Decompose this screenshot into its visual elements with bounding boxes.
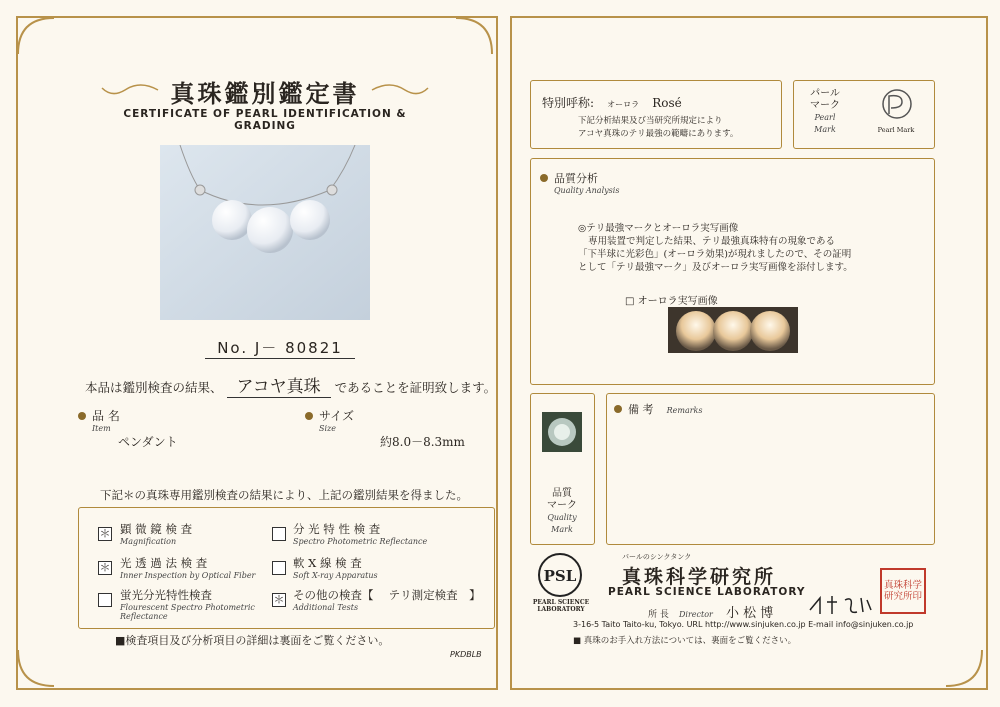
test-5-jp: 軟 X 線 検 査 (293, 556, 362, 570)
pearl-mark-label (800, 88, 850, 136)
pearl-mark-en2: Mark (814, 125, 836, 134)
psl-sub-1: PEARL SCIENCE (532, 599, 590, 606)
tests-intro: 下記＊の真珠専用鑑別検査の結果により、上記の鑑別結果を得ました。 (100, 488, 468, 502)
test-5 (293, 555, 378, 580)
lab-tagline: パールのシンクタンク (622, 553, 692, 561)
qa-en: Quality Analysis (554, 186, 620, 195)
qa-line-3: 「下半球に光彩色」(オーロラ効果)が現れましたので、その証明 (578, 249, 852, 260)
director-jp: 所 長 (648, 610, 669, 620)
test-check-5 (272, 561, 286, 575)
test-check-1: ＊ (99, 527, 111, 540)
psl-logo-text: PSL (543, 567, 577, 585)
pearl-type: アコヤ真珠 (227, 377, 331, 398)
test-6 (293, 587, 481, 612)
certificate-number: No. J－ 80821 (205, 337, 355, 359)
test-2-en: Inner Inspection by Optical Fiber (120, 571, 256, 580)
test-1 (120, 521, 192, 546)
statement-suffix: であることを証明致します。 (334, 380, 497, 395)
remarks-jp: 備 考 (628, 403, 654, 416)
care-note: ■ 真珠のお手入れ方法については、裏面をご覧ください。 (573, 636, 797, 646)
test-3 (120, 587, 260, 621)
psl-sub (522, 599, 600, 613)
director-name: 小 松 博 (725, 606, 774, 621)
bullet-icon (614, 405, 622, 413)
pearl-mark-jp1: パール (810, 88, 840, 99)
remarks-en: Remarks (666, 406, 703, 415)
title-flourish-left (100, 80, 160, 100)
lab-seal-text: 真珠科学研究所印 (884, 580, 923, 602)
director-signature (805, 592, 875, 618)
size-label-en: Size (319, 424, 336, 433)
psl-logo-icon (537, 552, 583, 598)
special-name-value: Rosé (652, 96, 682, 110)
quality-mark-jp1: 品質 (552, 488, 572, 499)
corner-ornament-tl (16, 16, 56, 56)
test-4 (293, 521, 427, 546)
quality-mark-en2: Mark (551, 525, 573, 534)
aurora-photo (668, 307, 798, 353)
qa-line-2: 専用装置で判定した結果、テリ最強真珠特有の現象である (588, 236, 836, 247)
test-6-en: Additional Tests (293, 603, 359, 612)
size-label-jp: サイズ (319, 409, 355, 423)
corner-ornament-tr (454, 16, 494, 56)
item-label-jp: 品 名 (92, 409, 120, 423)
statement-prefix: 本品は鑑別検査の結果、 (85, 380, 223, 395)
footnote-left: ■検査項目及び分析項目の詳細は裏面をご覧ください。 (115, 634, 390, 647)
test-3-en: Flourescent Spectro Photometric Reflectance (120, 603, 255, 621)
size-value: 約8.0－8.3mm (380, 435, 465, 449)
lab-name-en: PEARL SCIENCE LABORATORY (608, 586, 806, 598)
statement-line (85, 372, 497, 397)
qa-line-4: として「テリ最強マーク」及びオーロラ実写画像を添付します。 (578, 262, 853, 273)
corner-ornament-br (944, 648, 984, 688)
bullet-icon (305, 412, 313, 420)
bullet-icon (540, 174, 548, 182)
pearl-mark-en1: Pearl (814, 113, 836, 122)
aurora-label: オーロラ (607, 100, 640, 109)
item-value: ペンダント (118, 435, 178, 449)
director-en: Director (678, 610, 713, 619)
test-1-jp: 顕 微 鏡 検 査 (120, 522, 193, 536)
hologram-seal-icon (542, 412, 582, 452)
pearl-mark-jp2: マーク (810, 100, 840, 111)
bullet-icon (78, 412, 86, 420)
document-code: PKDBLB (450, 650, 482, 659)
test-check-3 (98, 593, 112, 607)
pearl-pendant-photo (160, 145, 370, 320)
lab-name-jp: 真珠科学研究所 (622, 566, 777, 588)
test-4-jp: 分 光 特 性 検 査 (293, 522, 381, 536)
test-check-6: ＊ (273, 593, 285, 606)
test-5-en: Soft X-ray Apparatus (293, 571, 378, 580)
quality-mark-en1: Quality (547, 513, 577, 522)
test-check-4 (272, 527, 286, 541)
quality-analysis-heading (540, 167, 619, 195)
certificate-title-en: CERTIFICATE OF PEARL IDENTIFICATION & GRADING (123, 108, 407, 132)
title-flourish-right (370, 80, 430, 100)
special-note-1: 下記分析結果及び当研究所規定により (578, 116, 723, 126)
test-2 (120, 555, 255, 580)
test-check-2: ＊ (99, 561, 111, 574)
corner-ornament-bl (16, 648, 56, 688)
item-label (78, 405, 120, 433)
remarks-heading (614, 398, 702, 417)
special-name (542, 92, 682, 111)
test-4-en: Spectro Photometric Reflectance (293, 537, 428, 546)
item-label-en: Item (92, 424, 111, 433)
certificate-title-jp: 真珠鑑別鑑定書 (170, 79, 360, 108)
pearl-mark-logo-icon (872, 86, 922, 126)
test-2-jp: 光 透 過 法 検 査 (120, 556, 208, 570)
test-1-en: Magnification (120, 537, 177, 546)
director-line (648, 602, 773, 621)
pearl-mark-logo-label: Pearl Mark (877, 126, 915, 134)
lab-seal (880, 568, 926, 614)
aurora-image-label: □ オーロラ実写画像 (625, 296, 718, 307)
test-6-jp: その他の検査【 テリ測定検査 】 (293, 588, 481, 602)
special-note-2: アコヤ真珠のテリ最強の範疇にあります。 (578, 129, 739, 139)
qa-line-1: ◎テリ最強マークとオーロラ実写画像 (578, 223, 739, 234)
quality-mark-label (533, 488, 591, 536)
qa-text (578, 222, 853, 274)
size-label (305, 405, 354, 433)
psl-sub-2: LABORATORY (537, 606, 585, 613)
lab-address: 3-16-5 Taito Taito-ku, Tokyo. URL http://www.sinjuken.co.jp E-mail info@sinjuken.co.jp (573, 620, 914, 629)
special-name-label: 特別呼称: (542, 96, 595, 110)
quality-mark-jp2: マーク (547, 500, 577, 511)
test-3-jp: 蛍光分光特性検査 (120, 588, 212, 602)
qa-jp: 品質分析 (554, 172, 598, 185)
